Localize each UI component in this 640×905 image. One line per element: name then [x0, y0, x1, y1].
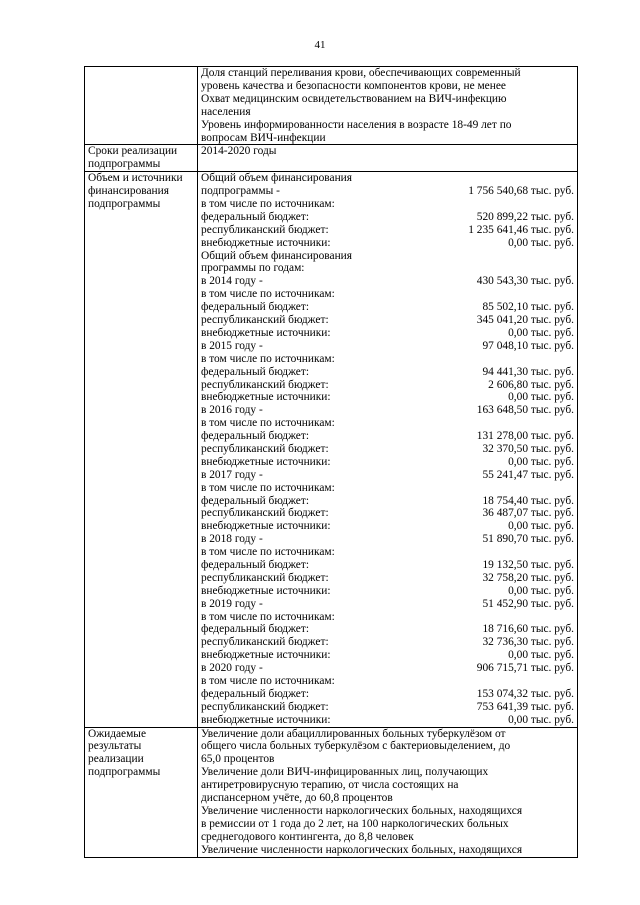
- funding-line-label: в 2016 году -: [201, 404, 263, 417]
- funding-line: [201, 701, 574, 714]
- funding-line: [201, 675, 574, 688]
- funding-line-label: в 2020 году -: [201, 662, 263, 675]
- results-label-line: реализации: [88, 753, 144, 766]
- funding-line-amount: 0,00 тыс. руб.: [508, 584, 574, 597]
- funding-line-amount: 85 502,10 тыс. руб.: [482, 301, 574, 314]
- funding-label-line: финансирования: [88, 185, 169, 198]
- target-indicator-line: уровень качества и безопасности компонентов крови, не менее: [201, 79, 506, 92]
- funding-line-label: республиканский бюджет:: [201, 223, 329, 236]
- funding-line: [201, 250, 574, 263]
- funding-line-amount: [444, 482, 574, 495]
- results-label-line: Ожидаемые: [88, 727, 147, 740]
- funding-line-label: в том числе по источникам:: [201, 198, 335, 211]
- terms-row: [85, 145, 578, 172]
- program-passport-table: [84, 66, 578, 858]
- funding-line: [201, 598, 574, 611]
- funding-line: [201, 520, 574, 533]
- funding-line-amount: 2 606,80 тыс. руб.: [488, 378, 574, 391]
- funding-line-amount: 163 648,50 тыс. руб.: [476, 404, 574, 417]
- funding-line-label: федеральный бюджет:: [201, 301, 309, 314]
- funding-line-label: в том числе по источникам:: [201, 481, 335, 494]
- funding-line-label: федеральный бюджет:: [201, 494, 309, 507]
- target-indicator-line: Охват медицинским освидетельствованием на ВИЧ-инфекцию: [201, 92, 507, 105]
- funding-line-amount: 55 241,47 тыс. руб.: [482, 468, 574, 481]
- funding-line-amount: 97 048,10 тыс. руб.: [482, 339, 574, 352]
- funding-line-amount: 18 716,60 тыс. руб.: [482, 623, 574, 636]
- funding-line-label: федеральный бюджет:: [201, 558, 309, 571]
- funding-line-label: в 2017 году -: [201, 468, 263, 481]
- target-indicator-line: населения: [201, 105, 251, 118]
- funding-line: [201, 198, 574, 211]
- funding-line-amount: 51 890,70 тыс. руб.: [482, 533, 574, 546]
- funding-line: [201, 559, 574, 572]
- target-indicator-line: вопросам ВИЧ-инфекции: [201, 131, 326, 144]
- result-line: в ремиссии от 1 года до 2 лет, на 100 наркологических больных: [201, 817, 509, 830]
- funding-label-line: подпрограммы: [88, 198, 161, 211]
- funding-line-amount: [444, 250, 574, 263]
- funding-line-label: внебюджетные источники:: [201, 236, 331, 249]
- funding-line-label: Общий объем финансирования: [201, 172, 353, 185]
- funding-line-label: федеральный бюджет:: [201, 210, 309, 223]
- funding-line: [201, 366, 574, 379]
- funding-line-amount: 0,00 тыс. руб.: [508, 236, 574, 249]
- funding-line-amount: [444, 546, 574, 559]
- funding-label-line: Объем и источники: [88, 172, 183, 185]
- terms-label-cell: [85, 145, 198, 172]
- result-line: Увеличение доли абациллированных больных туберкулёзом от: [201, 727, 506, 740]
- funding-line: [201, 443, 574, 456]
- targets-label-cell: [85, 67, 198, 145]
- funding-line-amount: 1 756 540,68 тыс. руб.: [468, 185, 574, 198]
- funding-line-amount: 0,00 тыс. руб.: [508, 713, 574, 726]
- funding-line-amount: [444, 172, 574, 185]
- funding-line-label: республиканский бюджет:: [201, 571, 329, 584]
- result-line: Увеличение доли ВИЧ-инфицированных лиц, получающих: [201, 766, 489, 779]
- funding-line: [201, 172, 574, 185]
- funding-line: [201, 611, 574, 624]
- results-label-cell: [85, 727, 198, 857]
- result-line: диспансерном учёте, до 60,8 процентов: [201, 792, 393, 805]
- funding-line-amount: 18 754,40 тыс. руб.: [482, 494, 574, 507]
- funding-line-amount: 36 487,07 тыс. руб.: [482, 507, 574, 520]
- funding-line-label: федеральный бюджет:: [201, 623, 309, 636]
- funding-line-label: в том числе по источникам:: [201, 610, 335, 623]
- funding-row: [85, 172, 578, 727]
- funding-line-label: внебюджетные источники:: [201, 649, 331, 662]
- funding-line-label: республиканский бюджет:: [201, 378, 329, 391]
- funding-line-amount: 94 441,30 тыс. руб.: [482, 365, 574, 378]
- funding-line-amount: [444, 198, 574, 211]
- funding-line: [201, 237, 574, 250]
- result-line: среднегодового контингента, до 8,8 человек: [201, 830, 414, 843]
- funding-line-amount: 32 758,20 тыс. руб.: [482, 571, 574, 584]
- funding-line: [201, 714, 574, 727]
- funding-line: [201, 224, 574, 237]
- funding-line-amount: 32 370,50 тыс. руб.: [482, 442, 574, 455]
- funding-line-amount: [444, 262, 574, 275]
- result-line: 65,0 процентов: [201, 753, 275, 766]
- funding-line-label: в том числе по источникам:: [201, 288, 335, 301]
- funding-line-label: внебюджетные источники:: [201, 391, 331, 404]
- funding-line-amount: [444, 353, 574, 366]
- funding-line: [201, 649, 574, 662]
- funding-line-label: подпрограммы -: [201, 185, 280, 198]
- target-indicator-line: Доля станций переливания крови, обеспечивающих современный: [201, 67, 521, 79]
- terms-value-cell: [198, 145, 578, 172]
- results-label-line: подпрограммы: [88, 766, 161, 779]
- funding-line-label: программы по годам:: [201, 262, 305, 275]
- funding-line: [201, 391, 574, 404]
- funding-line-amount: 520 899,22 тыс. руб.: [476, 210, 574, 223]
- funding-line-amount: 0,00 тыс. руб.: [508, 326, 574, 339]
- funding-line-amount: 1 235 641,46 тыс. руб.: [468, 223, 574, 236]
- funding-line: [201, 688, 574, 701]
- funding-line-label: республиканский бюджет:: [201, 636, 329, 649]
- funding-line-amount: [444, 288, 574, 301]
- result-line: общего числа больных туберкулёзом с бактериовыделением, до: [201, 740, 511, 753]
- targets-row: [85, 67, 578, 145]
- funding-line-amount: 32 736,30 тыс. руб.: [482, 636, 574, 649]
- funding-line: [201, 211, 574, 224]
- funding-line-label: в 2014 году -: [201, 275, 263, 288]
- funding-line-amount: 0,00 тыс. руб.: [508, 391, 574, 404]
- funding-line-amount: 0,00 тыс. руб.: [508, 649, 574, 662]
- result-line: Увеличение численности наркологических больных, находящихся: [201, 804, 523, 817]
- funding-line: [201, 533, 574, 546]
- funding-line-label: республиканский бюджет:: [201, 442, 329, 455]
- funding-label-cell: [85, 172, 198, 727]
- funding-line-amount: 753 641,39 тыс. руб.: [476, 700, 574, 713]
- funding-line-label: в том числе по источникам:: [201, 674, 335, 687]
- funding-line: [201, 495, 574, 508]
- funding-line: [201, 469, 574, 482]
- funding-line: [201, 185, 574, 198]
- funding-line-label: федеральный бюджет:: [201, 365, 309, 378]
- funding-line-label: внебюджетные источники:: [201, 584, 331, 597]
- funding-line-label: внебюджетные источники:: [201, 713, 331, 726]
- funding-line: [201, 585, 574, 598]
- funding-line-label: в том числе по источникам:: [201, 352, 335, 365]
- funding-line-label: внебюджетные источники:: [201, 520, 331, 533]
- funding-line-amount: 19 132,50 тыс. руб.: [482, 558, 574, 571]
- terms-label-line: подпрограммы: [88, 158, 161, 171]
- funding-line: [201, 662, 574, 675]
- funding-line: [201, 417, 574, 430]
- funding-line: [201, 379, 574, 392]
- funding-line: [201, 353, 574, 366]
- funding-line: [201, 623, 574, 636]
- funding-line-label: федеральный бюджет:: [201, 687, 309, 700]
- funding-line-label: в 2018 году -: [201, 533, 263, 546]
- funding-line: [201, 301, 574, 314]
- funding-line-amount: [444, 675, 574, 688]
- funding-line-amount: 906 715,71 тыс. руб.: [476, 662, 574, 675]
- funding-line-amount: 430 543,30 тыс. руб.: [476, 275, 574, 288]
- funding-line-label: Общий объем финансирования: [201, 249, 353, 262]
- page-number: 41: [314, 39, 326, 51]
- funding-line-label: внебюджетные источники:: [201, 326, 331, 339]
- funding-line: [201, 546, 574, 559]
- funding-line: [201, 456, 574, 469]
- results-label-line: результаты: [88, 740, 142, 753]
- result-line: антиретровирусную терапию, от числа состоящих на: [201, 779, 459, 792]
- funding-line-amount: 345 041,20 тыс. руб.: [476, 314, 574, 327]
- funding-value-cell: [198, 172, 578, 727]
- funding-line-label: внебюджетные источники:: [201, 455, 331, 468]
- funding-line-amount: 0,00 тыс. руб.: [508, 455, 574, 468]
- funding-line: [201, 572, 574, 585]
- funding-line-label: в том числе по источникам:: [201, 546, 335, 559]
- funding-line: [201, 404, 574, 417]
- funding-line-label: республиканский бюджет:: [201, 507, 329, 520]
- funding-line-amount: [444, 417, 574, 430]
- funding-line-amount: [444, 611, 574, 624]
- funding-line: [201, 314, 574, 327]
- results-row: [85, 727, 578, 857]
- terms-label-line: Сроки реализации: [88, 145, 178, 158]
- funding-line-amount: 51 452,90 тыс. руб.: [482, 597, 574, 610]
- funding-line: [201, 327, 574, 340]
- funding-line-label: в 2015 году -: [201, 339, 263, 352]
- funding-line: [201, 507, 574, 520]
- funding-line-amount: 153 074,32 тыс. руб.: [476, 687, 574, 700]
- results-value-cell: [198, 727, 578, 857]
- funding-line: [201, 636, 574, 649]
- funding-line-label: республиканский бюджет:: [201, 314, 329, 327]
- funding-line-amount: 0,00 тыс. руб.: [508, 520, 574, 533]
- funding-line: [201, 288, 574, 301]
- funding-line-label: в том числе по источникам:: [201, 417, 335, 430]
- funding-line: [201, 275, 574, 288]
- funding-line-label: республиканский бюджет:: [201, 700, 329, 713]
- funding-line-label: в 2019 году -: [201, 597, 263, 610]
- funding-line: [201, 482, 574, 495]
- funding-line: [201, 430, 574, 443]
- funding-line-label: федеральный бюджет:: [201, 430, 309, 443]
- funding-line: [201, 262, 574, 275]
- funding-line: [201, 340, 574, 353]
- terms-value: 2014-2020 годы: [201, 145, 277, 158]
- result-line: Увеличение численности наркологических больных, находящихся: [201, 843, 523, 856]
- targets-value-cell: [198, 67, 578, 145]
- target-indicator-line: Уровень информированности населения в возрасте 18-49 лет по: [201, 118, 512, 131]
- funding-line-amount: 131 278,00 тыс. руб.: [476, 430, 574, 443]
